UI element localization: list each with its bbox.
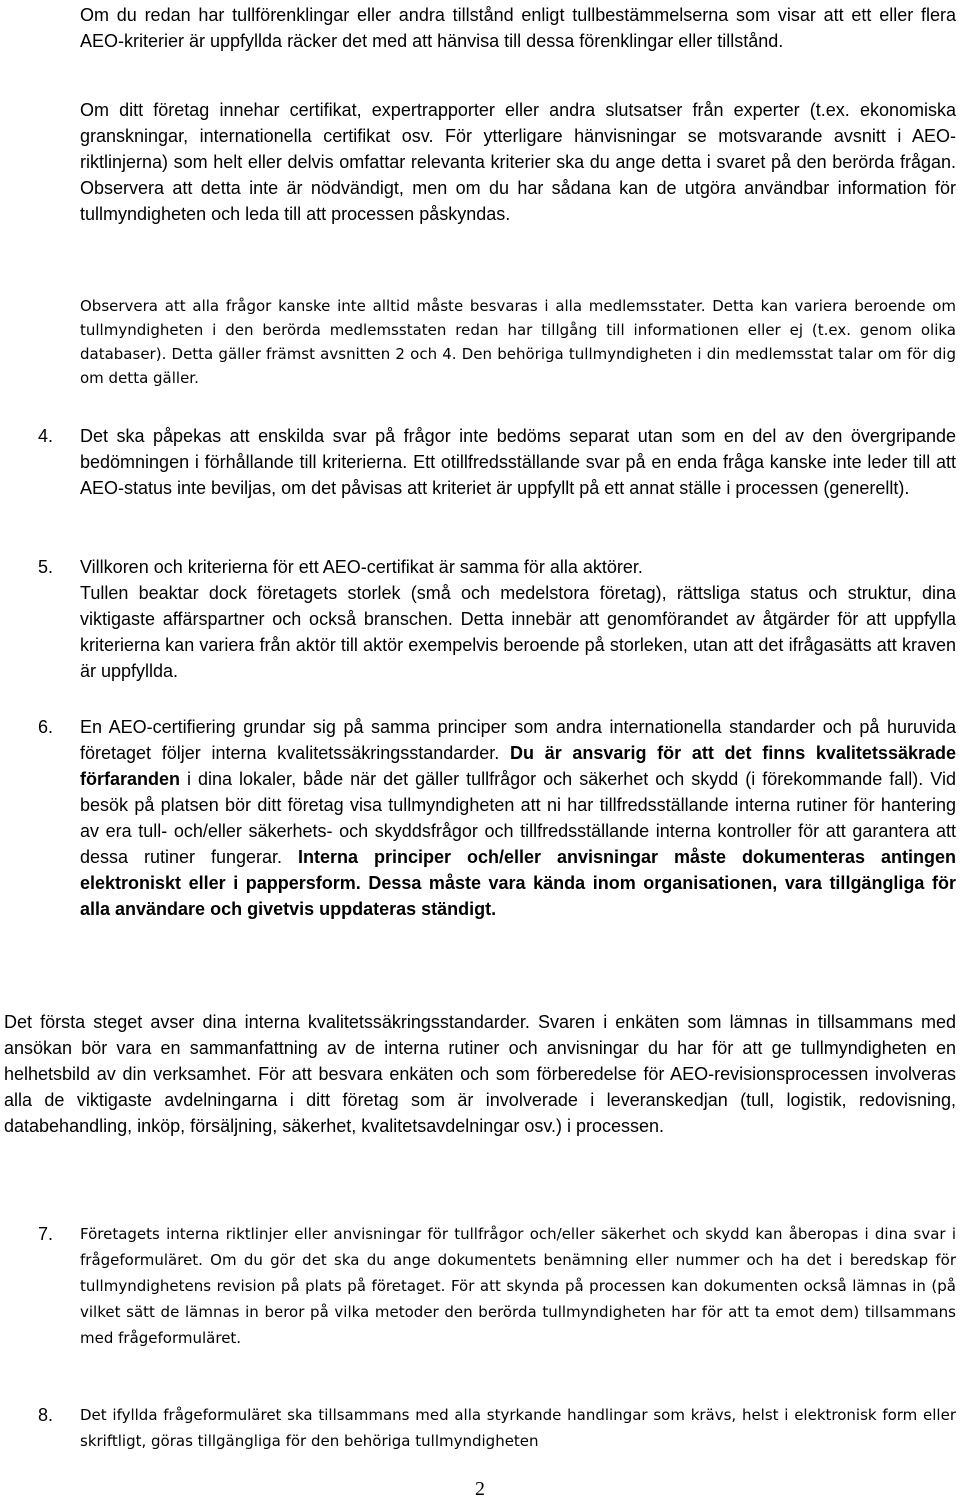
intro-paragraph-2: Om ditt företag innehar certifikat, expertrapporter eller andra slutsatser från experter (t.ex. ekonomiska granskningar, internationella certifikat osv. För ytterligare hänvisningar se motsvarande avsnitt i AEO-riktlinjerna) som helt eller delvis omfattar relevanta kriterier ska du ange detta i svaret på den berörda frågan. Observera att detta inte är nödvändigt, men om du har sådana kan de utgöra användbar information för tullmyndigheten och leda till att processen påskyndas. [80, 100, 956, 224]
page-number: 2 [475, 1478, 485, 1500]
list-number-6: 6. [38, 717, 54, 737]
list-item-4: Det ska påpekas att enskilda svar på frågor inte bedöms separat utan som en del av den övergripande bedömningen i förhållande till kriterierna. Ett otillfredsställande svar på en enda fråga kanske inte leder till att AEO-status inte beviljas, om det påvisas att kriteriet är uppfyllt på ett annat ställe i processen (generellt). [80, 426, 956, 498]
list-item-5: Tullen beaktar dock företagets storlek (små och medelstora företag), rättsliga status och struktur, dina viktigaste affärspartner och också branschen. Detta innebär att genomförandet av åtgärder för att uppfylla kriterierna kan variera från aktör till aktör exempelvis beroende på storleken, utan att det ifrågasätts att kraven är uppfyllda. [80, 583, 956, 681]
list-item-6-bold-a: Du är ansvarig för att det finns kvalitetssäkrade förfaranden [80, 743, 956, 789]
intro-paragraph-1: Om du redan har tullförenklingar eller andra tillstånd enligt tullbestämmelserna som visar att ett eller flera AEO-kriterier är uppfyllda räcker det med att hänvisa till dessa förenklingar eller tillstånd. [80, 5, 956, 51]
list-item-6-bold-b: Interna principer och/eller anvisningar måste dokumenteras antingen elektroniskt eller i pappersform. Dessa måste vara kända inom organisationen, vara tillgängliga för alla användare och givetvis uppdateras ständigt. [80, 847, 956, 919]
list-item-6 [80, 714, 956, 922]
list-item-7: Företagets interna riktlinjer eller anvisningar för tullfrågor och/eller säkerhet och skydd kan åberopas i dina svar i frågeformuläret. Om du gör det ska du ange dokumentets benämning eller nummer och ha det i beredskap för tullmyndighetens revision på plats på företaget. För att skynda på processen kan dokumenten också lämnas in (på vilket sätt de lämnas in beror på vilka metoder den berörda tullmyndigheten har för att ta emot dem) tillsammans med frågeformuläret. [80, 1225, 956, 1347]
list-item-5-heading: Villkoren och kriterierna för ett AEO-certifikat är samma för alla aktörer. [80, 557, 643, 577]
list-item-6-text-a: En AEO-certifiering grundar sig på samma principer som andra internationella standarder och på huruvida företaget följer interna kvalitetssäkringsstandarder. [80, 717, 956, 763]
body-paragraph: Det första steget avser dina interna kvalitetssäkringsstandarder. Svaren i enkäten som lämnas in tillsammans med ansökan bör vara en sammanfattning av de interna rutiner och anvisningar du har för att ge tullmyndigheten en helhetsbild av din verksamhet. För att besvara enkäten och som förberedelse för AEO-revisionsprocessen involveras alla de viktigaste avdelningarna i ditt företag som är involverade i leveranskedjan (tull, logistik, redovisning, databehandling, inköp, försäljning, säkerhet, kvalitetsavdelningar osv.) i processen. [4, 1012, 956, 1136]
list-number-4: 4. [38, 426, 54, 446]
list-item-8: Det ifyllda frågeformuläret ska tillsammans med alla styrkande handlingar som krävs, helst i elektronisk form eller skriftligt, göras tillgängliga för den behöriga tullmyndigheten [80, 1406, 956, 1450]
list-number-8: 8. [38, 1405, 54, 1425]
list-number-7: 7. [38, 1224, 54, 1244]
intro-paragraph-3: Observera att alla frågor kanske inte alltid måste besvaras i alla medlemsstater. Detta kan variera beroende om tullmyndigheten i den berörda medlemsstaten redan har tillgång till informationen eller ej (t.ex. genom olika databaser). Detta gäller främst avsnitten 2 och 4. Den behöriga tullmyndigheten i din medlemsstat talar om för dig om detta gäller. [80, 297, 956, 387]
list-number-5: 5. [38, 557, 54, 577]
list-item-6-text-b: i dina lokaler, både när det gäller tullfrågor och säkerhet och skydd (i förekommande fall). Vid besök på platsen bör ditt företag visa tullmyndigheten att ni har tillfredsställande interna rutiner för hantering av era tull- och/eller säkerhets- och skyddsfrågor och tillfredsställande interna kontroller för att garantera att dessa rutiner fungerar. [80, 769, 956, 867]
